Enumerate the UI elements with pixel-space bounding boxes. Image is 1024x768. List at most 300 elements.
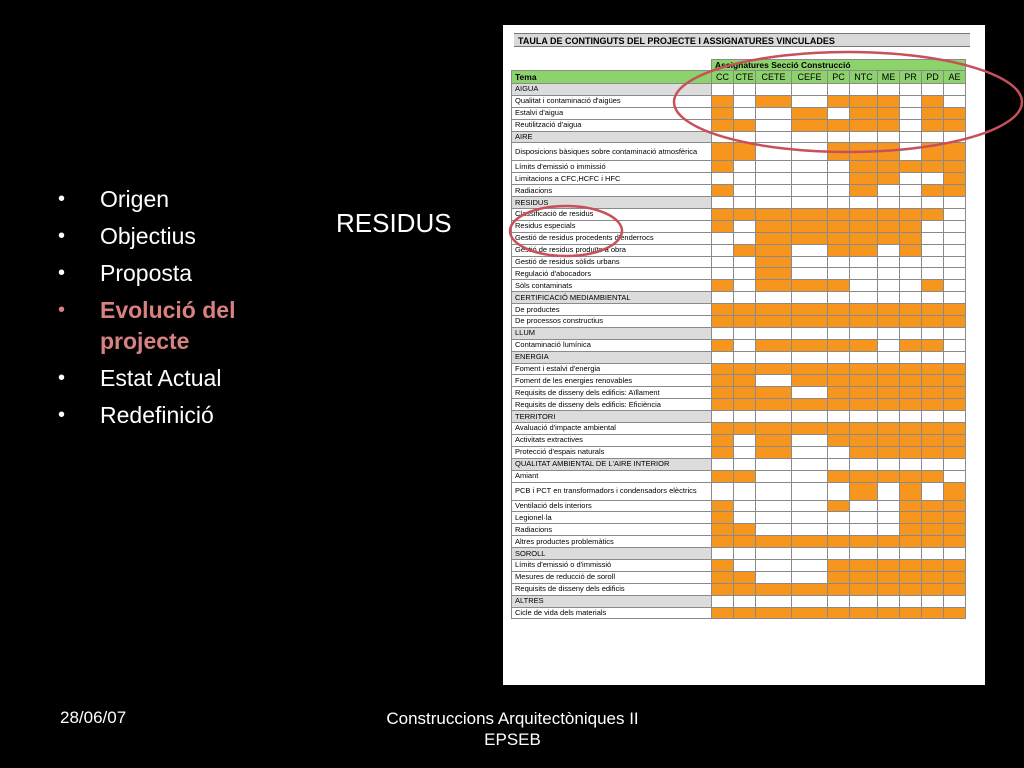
- table-row: [512, 500, 966, 512]
- agenda-item: [58, 400, 288, 431]
- table-cell: [792, 595, 828, 607]
- table-cell: [878, 185, 900, 197]
- column-header: PR: [900, 71, 922, 84]
- table-cell: [792, 571, 828, 583]
- table-cell: [878, 119, 900, 131]
- table-cell: [792, 434, 828, 446]
- table-cell: [712, 607, 734, 619]
- table-row: [512, 470, 966, 482]
- table-cell: [792, 161, 828, 173]
- table-cell: [828, 280, 850, 292]
- table-cell: [878, 583, 900, 595]
- bullet-icon: •: [58, 299, 66, 321]
- table-cell: [878, 280, 900, 292]
- table-cell: [878, 316, 900, 328]
- table-cell: [828, 500, 850, 512]
- column-header: NTC: [850, 71, 878, 84]
- table-cell: [922, 512, 944, 524]
- table-cell: [944, 327, 966, 339]
- table-row: [512, 143, 966, 161]
- table-cell: [878, 363, 900, 375]
- table-cell: [734, 500, 756, 512]
- table-cell: [756, 339, 792, 351]
- table-cell: [756, 375, 792, 387]
- table-cell: [922, 595, 944, 607]
- table-cell: [944, 304, 966, 316]
- table-cell: [792, 458, 828, 470]
- table-cell: [792, 84, 828, 96]
- table-cell: [922, 256, 944, 268]
- table-cell: [792, 375, 828, 387]
- table-cell: [900, 470, 922, 482]
- table-cell: [712, 316, 734, 328]
- table-cell: [922, 316, 944, 328]
- table-cell: [850, 583, 878, 595]
- table-row: [512, 161, 966, 173]
- section-row: [512, 292, 966, 304]
- table-cell: [828, 399, 850, 411]
- table-cell: [828, 119, 850, 131]
- table-cell: [944, 316, 966, 328]
- table-cell: [850, 107, 878, 119]
- table-row: [512, 232, 966, 244]
- table-cell: [792, 209, 828, 221]
- table-cell: [756, 107, 792, 119]
- table-cell: [756, 351, 792, 363]
- table-cell: [922, 583, 944, 595]
- table-cell: [734, 434, 756, 446]
- table-cell: [878, 131, 900, 143]
- table-cell: [944, 339, 966, 351]
- table-cell: [712, 363, 734, 375]
- table-cell: [756, 399, 792, 411]
- table-cell: [828, 209, 850, 221]
- table-cell: [828, 351, 850, 363]
- agenda-item-label: Evolució del projecte: [100, 297, 236, 354]
- table-cell: [878, 470, 900, 482]
- table-cell: [712, 375, 734, 387]
- table-cell: [944, 363, 966, 375]
- table-cell: [734, 119, 756, 131]
- table-cell: [712, 583, 734, 595]
- table-cell: [828, 316, 850, 328]
- table-cell: [922, 84, 944, 96]
- section-row: [512, 131, 966, 143]
- table-cell: [900, 500, 922, 512]
- table-cell: [944, 500, 966, 512]
- table-cell: [900, 524, 922, 536]
- table-cell: [850, 387, 878, 399]
- table-row: [512, 339, 966, 351]
- table-cell: [850, 482, 878, 500]
- row-label: Amiant: [512, 470, 712, 482]
- table-cell: [900, 595, 922, 607]
- section-label: AIGUA: [512, 84, 712, 96]
- table-cell: [756, 131, 792, 143]
- table-cell: [712, 500, 734, 512]
- row-label: Gestió de residus produïts a obra: [512, 244, 712, 256]
- table-cell: [878, 292, 900, 304]
- bullet-icon: •: [58, 404, 66, 426]
- table-cell: [756, 232, 792, 244]
- table-cell: [756, 268, 792, 280]
- table-cell: [828, 423, 850, 435]
- table-cell: [922, 244, 944, 256]
- table-cell: [922, 185, 944, 197]
- table-cell: [712, 280, 734, 292]
- section-label: RESIDUS: [512, 197, 712, 209]
- table-cell: [792, 143, 828, 161]
- table-cell: [900, 304, 922, 316]
- table-cell: [756, 548, 792, 560]
- table-cell: [922, 446, 944, 458]
- table-row: [512, 268, 966, 280]
- table-cell: [712, 571, 734, 583]
- table-row: [512, 434, 966, 446]
- table-cell: [944, 351, 966, 363]
- table-cell: [712, 351, 734, 363]
- table-cell: [756, 161, 792, 173]
- footer-date: 28/06/07: [60, 708, 127, 727]
- table-cell: [734, 95, 756, 107]
- table-row: [512, 95, 966, 107]
- table-cell: [850, 375, 878, 387]
- table-cell: [922, 423, 944, 435]
- table-cell: [828, 232, 850, 244]
- table-cell: [828, 185, 850, 197]
- table-cell: [712, 399, 734, 411]
- section-label: ALTRES: [512, 595, 712, 607]
- table-row: [512, 399, 966, 411]
- table-cell: [828, 524, 850, 536]
- agenda-item-label: Estat Actual: [100, 365, 222, 391]
- table-cell: [850, 411, 878, 423]
- table-cell: [850, 185, 878, 197]
- row-label: Legionel·la: [512, 512, 712, 524]
- table-cell: [900, 458, 922, 470]
- table-cell: [734, 411, 756, 423]
- section-row: [512, 411, 966, 423]
- table-cell: [922, 197, 944, 209]
- table-cell: [712, 524, 734, 536]
- table-cell: [878, 607, 900, 619]
- table-cell: [922, 280, 944, 292]
- table-cell: [922, 470, 944, 482]
- table-cell: [828, 256, 850, 268]
- table-cell: [878, 446, 900, 458]
- table-cell: [828, 434, 850, 446]
- row-label: Requisits de disseny dels edificis: [512, 583, 712, 595]
- table-cell: [792, 351, 828, 363]
- table-cell: [850, 304, 878, 316]
- table-cell: [712, 548, 734, 560]
- table-cell: [900, 185, 922, 197]
- table-cell: [900, 209, 922, 221]
- table-cell: [900, 482, 922, 500]
- table-cell: [850, 423, 878, 435]
- row-label: Altres productes problemàtics: [512, 536, 712, 548]
- table-cell: [900, 327, 922, 339]
- table-cell: [734, 197, 756, 209]
- row-label: Reutilització d'aigua: [512, 119, 712, 131]
- table-cell: [878, 220, 900, 232]
- table-cell: [900, 423, 922, 435]
- table-cell: [828, 446, 850, 458]
- table-cell: [792, 232, 828, 244]
- table-cell: [878, 536, 900, 548]
- table-cell: [756, 583, 792, 595]
- table-cell: [944, 268, 966, 280]
- table-cell: [734, 583, 756, 595]
- table-cell: [922, 536, 944, 548]
- table-cell: [878, 256, 900, 268]
- row-label: Requisits de disseny dels edificis: Eficiència: [512, 399, 712, 411]
- section-label: QUALITAT AMBIENTAL DE L'AIRE INTERIOR: [512, 458, 712, 470]
- table-cell: [712, 197, 734, 209]
- table-cell: [900, 434, 922, 446]
- table-cell: [850, 131, 878, 143]
- table-row: [512, 446, 966, 458]
- agenda-item-label: Redefinició: [100, 402, 214, 428]
- table-cell: [878, 524, 900, 536]
- table-cell: [756, 470, 792, 482]
- table-cell: [944, 607, 966, 619]
- table-cell: [944, 411, 966, 423]
- table-cell: [828, 84, 850, 96]
- row-label: Mesures de reducció de soroll: [512, 571, 712, 583]
- table-cell: [756, 446, 792, 458]
- table-cell: [900, 446, 922, 458]
- table-cell: [922, 143, 944, 161]
- table-cell: [850, 161, 878, 173]
- table-cell: [878, 548, 900, 560]
- table-cell: [712, 256, 734, 268]
- table-cell: [792, 256, 828, 268]
- table-cell: [850, 559, 878, 571]
- row-label: Cicle de vida dels materials: [512, 607, 712, 619]
- table-cell: [922, 571, 944, 583]
- table-cell: [734, 173, 756, 185]
- table-cell: [734, 375, 756, 387]
- table-cell: [734, 446, 756, 458]
- table-cell: [712, 536, 734, 548]
- table-cell: [850, 173, 878, 185]
- agenda-list: [58, 184, 288, 437]
- table-cell: [922, 607, 944, 619]
- row-label: Sòls contaminats: [512, 280, 712, 292]
- table-row: [512, 209, 966, 221]
- row-label: Ventilació dels interiors: [512, 500, 712, 512]
- section-label: ENERGIA: [512, 351, 712, 363]
- table-cell: [756, 95, 792, 107]
- row-label: Estalvi d'aigua: [512, 107, 712, 119]
- table-cell: [850, 244, 878, 256]
- table-row: [512, 559, 966, 571]
- section-label: CERTIFICACIÓ MEDIAMBIENTAL: [512, 292, 712, 304]
- table-cell: [828, 512, 850, 524]
- table-cell: [734, 185, 756, 197]
- table-cell: [878, 387, 900, 399]
- table-cell: [712, 559, 734, 571]
- row-label: Gestió de residus sòlids urbans: [512, 256, 712, 268]
- table-cell: [850, 399, 878, 411]
- section-row: [512, 197, 966, 209]
- section-row: [512, 548, 966, 560]
- table-cell: [828, 548, 850, 560]
- table-cell: [878, 197, 900, 209]
- table-cell: [828, 411, 850, 423]
- content-table-sheet: [503, 25, 985, 685]
- section-label: LLUM: [512, 327, 712, 339]
- table-row: [512, 185, 966, 197]
- table-cell: [900, 131, 922, 143]
- table-cell: [792, 548, 828, 560]
- table-cell: [944, 536, 966, 548]
- section-label: TERRITORI: [512, 411, 712, 423]
- table-cell: [900, 173, 922, 185]
- table-cell: [850, 512, 878, 524]
- table-cell: [828, 107, 850, 119]
- table-cell: [756, 256, 792, 268]
- row-label: Foment de les energies renovables: [512, 375, 712, 387]
- row-label: PCB i PCT en transformadors i condensadors elèctrics: [512, 482, 712, 500]
- row-label: Disposicions bàsiques sobre contaminació atmosfèrica: [512, 143, 712, 161]
- table-cell: [756, 423, 792, 435]
- table-cell: [850, 256, 878, 268]
- table-cell: [922, 548, 944, 560]
- row-label: Gestió de residus procedents d'enderrocs: [512, 232, 712, 244]
- table-cell: [922, 119, 944, 131]
- column-header: CETE: [756, 71, 792, 84]
- table-cell: [792, 304, 828, 316]
- table-cell: [792, 292, 828, 304]
- table-cell: [878, 512, 900, 524]
- table-cell: [878, 375, 900, 387]
- table-cell: [850, 548, 878, 560]
- table-cell: [900, 256, 922, 268]
- table-cell: [900, 161, 922, 173]
- table-cell: [756, 84, 792, 96]
- table-row: [512, 375, 966, 387]
- table-cell: [922, 209, 944, 221]
- table-cell: [712, 292, 734, 304]
- bullet-icon: •: [58, 262, 66, 284]
- table-cell: [878, 107, 900, 119]
- table-cell: [734, 209, 756, 221]
- table-cell: [712, 482, 734, 500]
- table-cell: [944, 131, 966, 143]
- table-cell: [756, 280, 792, 292]
- table-cell: [828, 458, 850, 470]
- table-cell: [922, 524, 944, 536]
- table-cell: [792, 446, 828, 458]
- table-cell: [944, 244, 966, 256]
- table-cell: [792, 316, 828, 328]
- table-cell: [712, 131, 734, 143]
- table-cell: [712, 512, 734, 524]
- table-cell: [792, 512, 828, 524]
- row-label: Foment i estalvi d'energia: [512, 363, 712, 375]
- table-cell: [734, 268, 756, 280]
- table-title: TAULA DE CONTINGUTS DEL PROJECTE I ASSIGNATURES VINCULADES: [514, 33, 970, 47]
- table-cell: [828, 95, 850, 107]
- table-cell: [828, 571, 850, 583]
- table-cell: [944, 280, 966, 292]
- row-label: Contaminació lumínica: [512, 339, 712, 351]
- table-cell: [850, 351, 878, 363]
- table-cell: [828, 559, 850, 571]
- table-cell: [850, 95, 878, 107]
- table-cell: [850, 119, 878, 131]
- table-cell: [712, 232, 734, 244]
- slide-heading: RESIDUS: [336, 208, 452, 238]
- table-cell: [756, 524, 792, 536]
- table-cell: [734, 256, 756, 268]
- table-cell: [850, 339, 878, 351]
- table-cell: [792, 197, 828, 209]
- table-cell: [734, 107, 756, 119]
- bullet-icon: •: [58, 188, 66, 210]
- agenda-item-label: Objectius: [100, 223, 196, 249]
- table-cell: [792, 607, 828, 619]
- table-cell: [712, 107, 734, 119]
- table-cell: [828, 143, 850, 161]
- table-cell: [944, 423, 966, 435]
- table-row: [512, 304, 966, 316]
- table-cell: [922, 363, 944, 375]
- table-cell: [922, 220, 944, 232]
- table-cell: [828, 375, 850, 387]
- table-cell: [944, 197, 966, 209]
- table-row: [512, 256, 966, 268]
- table-cell: [900, 220, 922, 232]
- table-cell: [900, 244, 922, 256]
- table-cell: [792, 339, 828, 351]
- table-cell: [792, 119, 828, 131]
- table-cell: [756, 209, 792, 221]
- table-row: [512, 107, 966, 119]
- table-cell: [828, 304, 850, 316]
- table-cell: [756, 143, 792, 161]
- table-cell: [756, 119, 792, 131]
- table-cell: [850, 220, 878, 232]
- table-cell: [850, 536, 878, 548]
- table-cell: [850, 197, 878, 209]
- table-cell: [900, 536, 922, 548]
- table-cell: [792, 423, 828, 435]
- table-cell: [734, 316, 756, 328]
- table-cell: [712, 173, 734, 185]
- table-cell: [712, 95, 734, 107]
- table-cell: [944, 375, 966, 387]
- table-cell: [756, 304, 792, 316]
- section-label: SOROLL: [512, 548, 712, 560]
- row-label: Activitats extractives: [512, 434, 712, 446]
- column-header: CTE: [735, 72, 754, 82]
- table-cell: [922, 304, 944, 316]
- table-cell: [944, 143, 966, 161]
- row-label: Classificació de residus: [512, 209, 712, 221]
- table-cell: [792, 363, 828, 375]
- table-cell: [712, 268, 734, 280]
- table-cell: [792, 95, 828, 107]
- table-cell: [828, 292, 850, 304]
- table-cell: [792, 500, 828, 512]
- table-cell: [944, 232, 966, 244]
- table-cell: [850, 470, 878, 482]
- section-row: [512, 327, 966, 339]
- table-cell: [944, 84, 966, 96]
